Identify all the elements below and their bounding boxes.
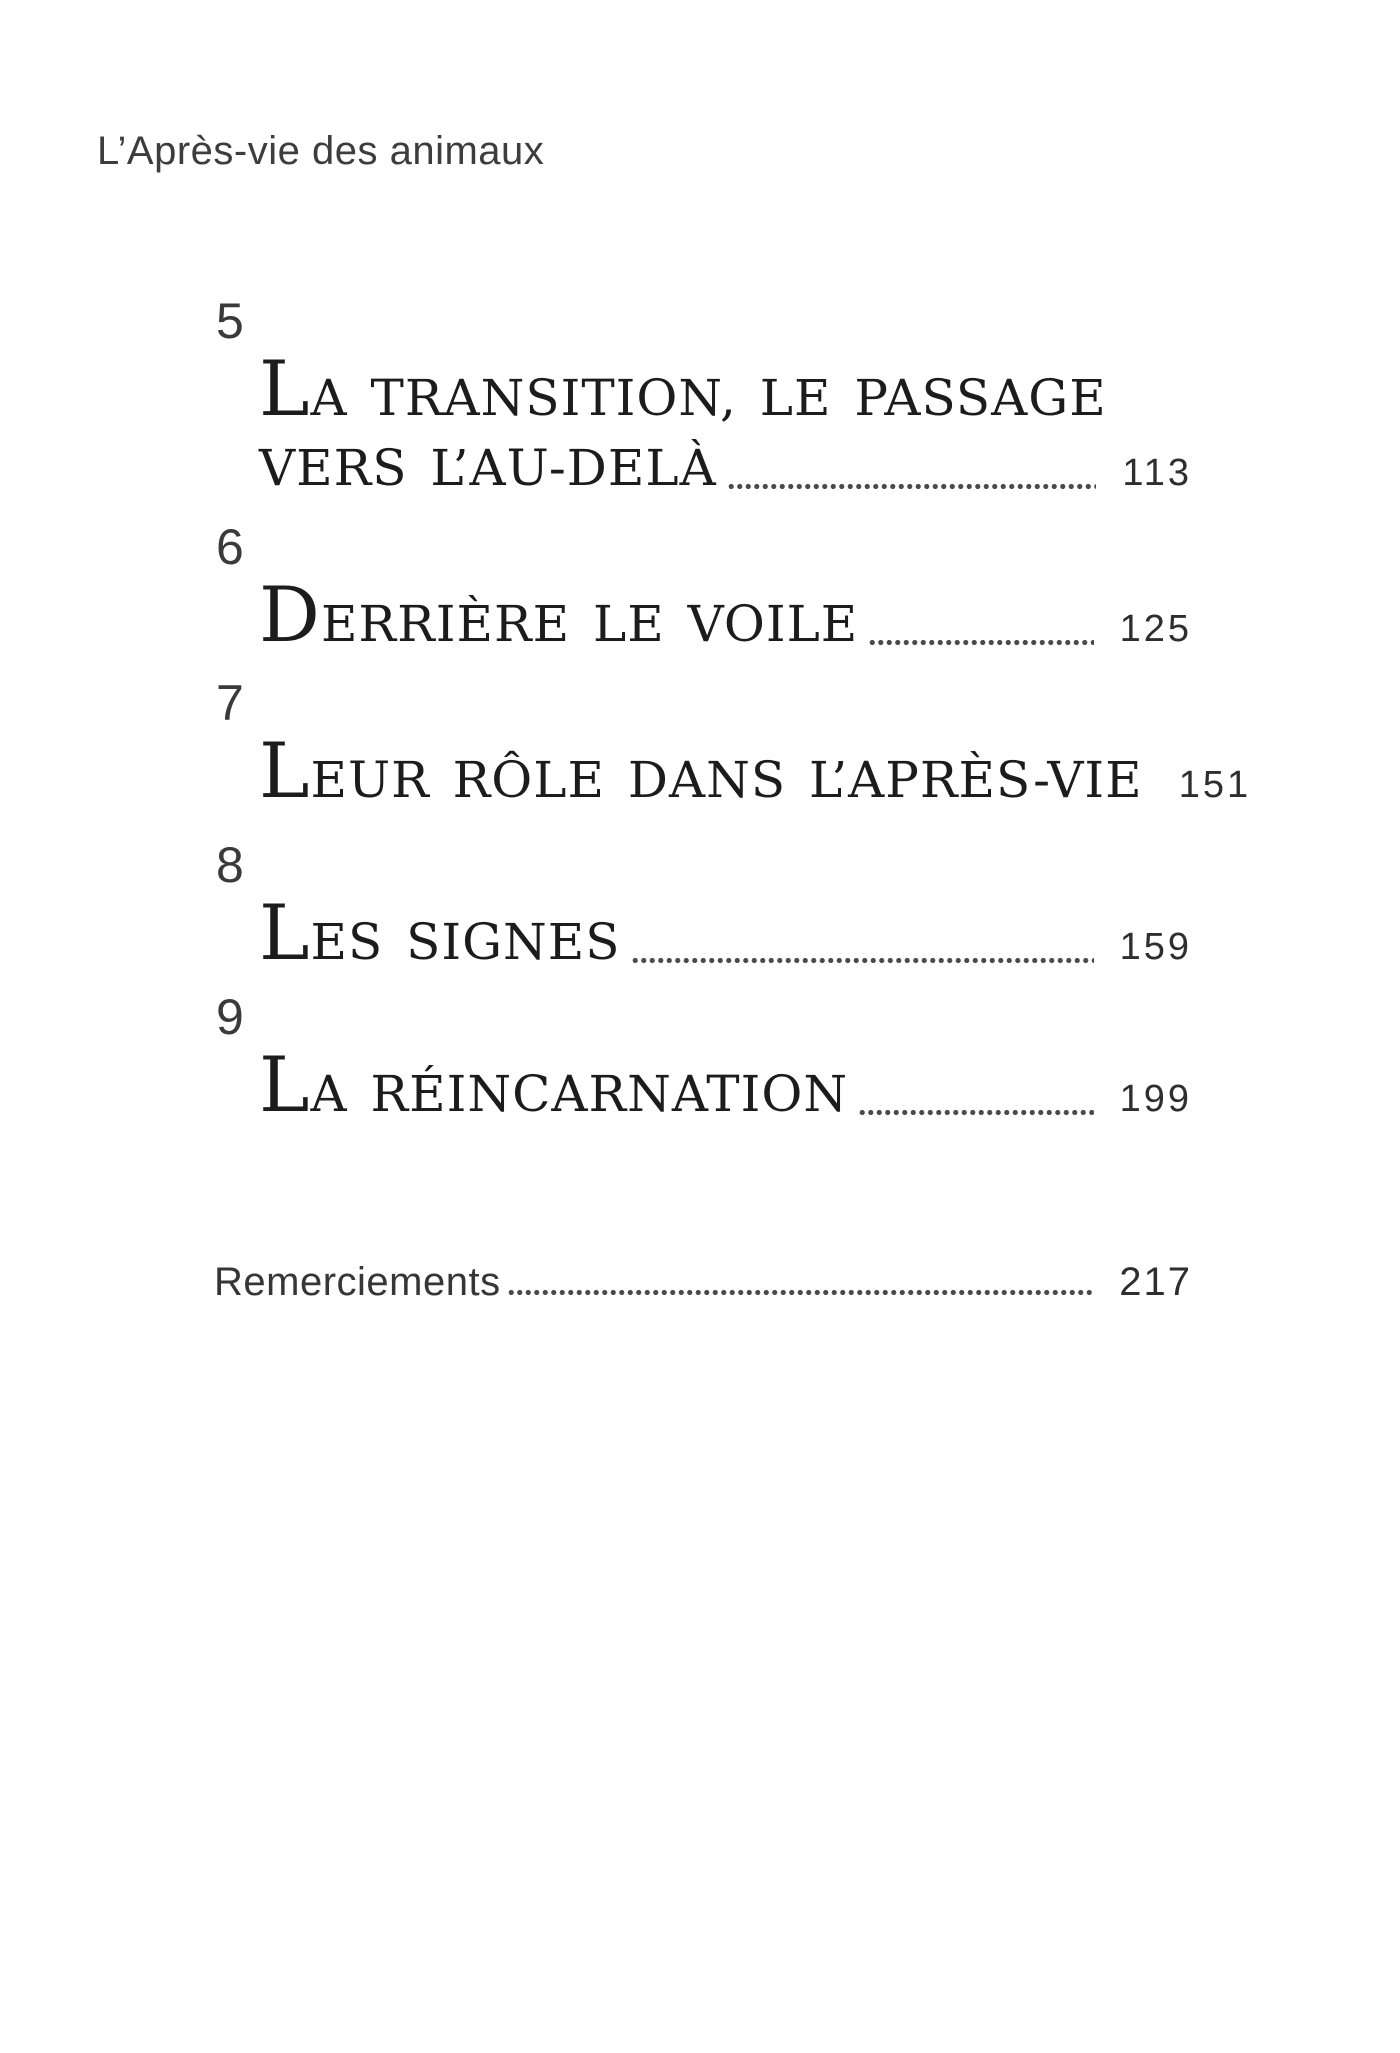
chapter-number: 8 (216, 837, 244, 893)
toc-row (214, 570, 1192, 659)
dot-leader (507, 1290, 1096, 1295)
page-number: 159 (1119, 926, 1192, 968)
chapter-number: 9 (216, 989, 244, 1045)
title-rest: A RÉINCARNATION (310, 1065, 849, 1123)
toc-entry-7 (214, 675, 1252, 815)
title-rest: ES SIGNES (310, 913, 621, 971)
chapter-number: 6 (216, 519, 244, 575)
chapter-title (259, 888, 621, 977)
page-number: 217 (1119, 1260, 1192, 1304)
title-initial: L (259, 726, 311, 815)
title-initial: L (259, 1040, 311, 1129)
toc-row (214, 433, 1192, 503)
title-rest: EUR RÔLE DANS L’APRÈS-VIE (310, 751, 1143, 809)
toc-entry-8 (214, 837, 1192, 977)
chapter-title (259, 1040, 849, 1129)
dot-leader (868, 640, 1093, 645)
running-header: L’Après-vie des animaux (97, 129, 545, 173)
title-initial: D (259, 570, 321, 659)
toc-entry-9 (214, 989, 1192, 1129)
chapter-number: 5 (216, 293, 244, 349)
title-initial: L (259, 344, 311, 433)
dot-leader (631, 958, 1094, 963)
chapter-title (259, 570, 859, 659)
page-number: 199 (1119, 1078, 1192, 1120)
toc-row (214, 1040, 1192, 1129)
title-initial: L (259, 888, 311, 977)
page-number: 151 (1178, 764, 1252, 806)
chapter-title-line1 (259, 344, 1192, 433)
chapter-title-line2: VERS L’AU-DELÀ (259, 439, 717, 497)
chapter-title (259, 726, 1143, 815)
toc-entry-6 (214, 519, 1192, 659)
dot-leader (727, 484, 1097, 489)
page-number: 113 (1122, 452, 1192, 494)
page-number: 125 (1119, 608, 1192, 650)
back-matter-label: Remerciements (214, 1260, 501, 1304)
title-rest: ERRIÈRE LE VOILE (320, 595, 859, 653)
chapter-number: 7 (216, 675, 244, 731)
toc-entry-5 (214, 293, 1192, 503)
toc-entry-remerciements (214, 1260, 1192, 1305)
dot-leader (858, 1110, 1093, 1115)
title-rest: A TRANSITION, LE PASSAGE (310, 369, 1107, 427)
toc-row (214, 726, 1252, 815)
toc-row (214, 888, 1192, 977)
